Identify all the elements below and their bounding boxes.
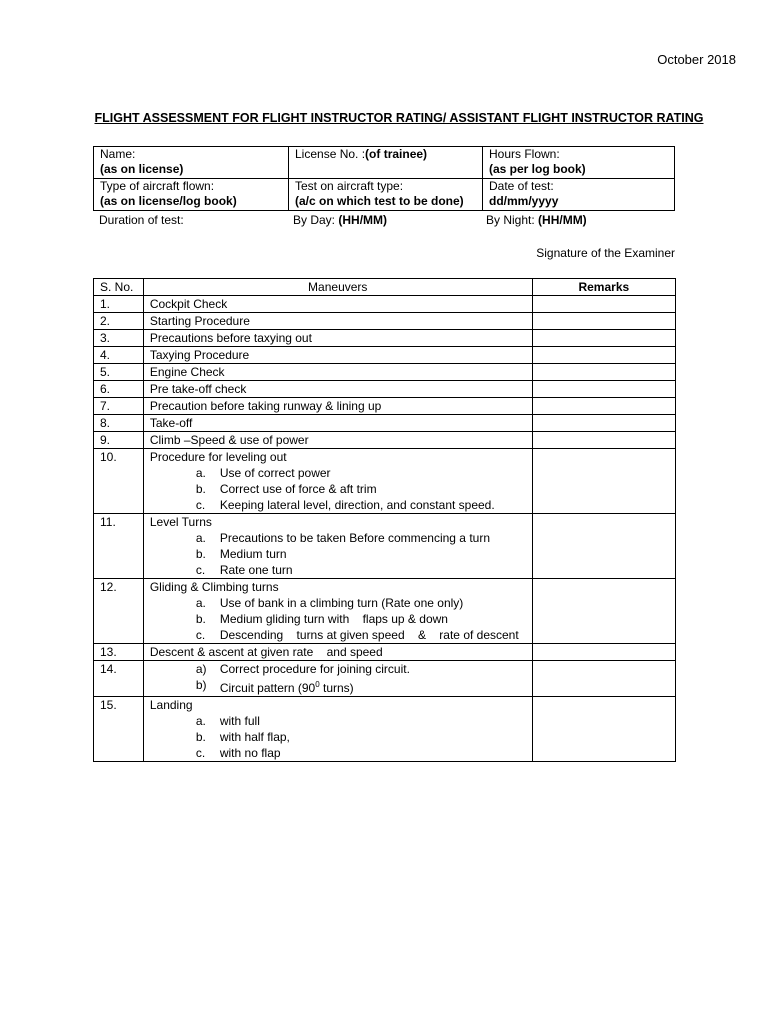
- maneuver-sub-item: [150, 627, 526, 643]
- remarks-cell[interactable]: [532, 579, 675, 644]
- row-number: 12.: [94, 579, 144, 644]
- sub-item-label: c.: [195, 563, 206, 577]
- row-number: 3.: [94, 330, 144, 347]
- sub-item-text-main: with half flap,: [219, 730, 290, 744]
- maneuver-sub-item: [150, 530, 526, 546]
- sub-item-label: b.: [195, 482, 206, 496]
- maneuver-title: Landing: [149, 698, 193, 712]
- remarks-cell[interactable]: [532, 330, 675, 347]
- sub-item-text-main: Medium gliding turn with flaps up & down: [219, 612, 448, 626]
- sub-item-text: [220, 745, 526, 761]
- remarks-cell[interactable]: [532, 347, 675, 364]
- duration-label: Duration of test:: [99, 213, 184, 227]
- row-number: 5.: [94, 364, 144, 381]
- maneuver-cell: [143, 347, 532, 364]
- maneuver-cell: [143, 514, 532, 579]
- maneuver-cell: [143, 661, 532, 697]
- row-number: 8.: [94, 415, 144, 432]
- hours-cell: [483, 147, 675, 179]
- maneuver-title: Level Turns: [149, 515, 212, 529]
- table-row: [94, 514, 676, 579]
- sub-item-text: [220, 562, 526, 578]
- sub-item-label: a.: [195, 596, 206, 610]
- license-cell: [289, 147, 483, 179]
- table-row: [94, 313, 676, 330]
- sub-item-text: [220, 530, 526, 546]
- sub-item-text: [220, 627, 526, 643]
- table-row: [94, 579, 676, 644]
- document-date: October 2018: [657, 52, 736, 67]
- remarks-cell[interactable]: [532, 398, 675, 415]
- sub-item-text-main: Use of correct power: [219, 466, 331, 480]
- test-type-label: Test on aircraft type:: [295, 179, 404, 193]
- maneuver-sub-item: [150, 745, 526, 761]
- table-row: [94, 364, 676, 381]
- maneuver-sub-item: [150, 465, 526, 481]
- sub-item-text: [220, 595, 526, 611]
- maneuver-sub-item: [150, 595, 526, 611]
- maneuver-sub-item: [150, 677, 526, 696]
- row-number: 4.: [94, 347, 144, 364]
- by-day-label: By Day:: [293, 213, 339, 227]
- table-row: [94, 415, 676, 432]
- remarks-cell[interactable]: [532, 697, 675, 762]
- sub-item-label: a.: [195, 714, 206, 728]
- sub-item-text-main: Circuit pattern (90: [219, 681, 316, 695]
- maneuver-title: Descent & ascent at given rate and speed: [149, 645, 383, 659]
- name-cell: [94, 147, 289, 179]
- by-night-format: (HH/MM): [538, 213, 587, 227]
- sub-item-text: [220, 661, 526, 677]
- table-row: [94, 697, 676, 762]
- sub-item-text-main: Use of bank in a climbing turn (Rate one only): [219, 596, 464, 610]
- maneuver-sub-item: [150, 546, 526, 562]
- maneuver-cell: [143, 579, 532, 644]
- name-label: Name:: [100, 147, 136, 161]
- row-number: 6.: [94, 381, 144, 398]
- sub-item-text: [220, 481, 526, 497]
- sno-header: S. No.: [94, 279, 144, 296]
- maneuver-title: Starting Procedure: [149, 314, 250, 328]
- sub-item-text: [220, 611, 526, 627]
- table-row: [94, 347, 676, 364]
- test-type-cell: [289, 179, 483, 211]
- table-row: [94, 449, 676, 514]
- maneuver-sub-item: [150, 729, 526, 745]
- remarks-cell[interactable]: [532, 449, 675, 514]
- remarks-cell[interactable]: [532, 364, 675, 381]
- maneuver-cell: [143, 381, 532, 398]
- row-number: 10.: [94, 449, 144, 514]
- hours-sub-label: (as per log book): [489, 162, 586, 176]
- aircraft-sub-label: (as on license/log book): [100, 194, 237, 208]
- sub-item-text-main: Medium turn: [219, 547, 287, 561]
- maneuver-cell: [143, 296, 532, 313]
- license-label: License No. :: [295, 147, 366, 161]
- sub-item-text-main: with no flap: [219, 746, 281, 760]
- remarks-header: Remarks: [532, 279, 675, 296]
- maneuver-title: Pre take-off check: [149, 382, 247, 396]
- table-row: [94, 398, 676, 415]
- maneuver-sub-item: [150, 562, 526, 578]
- test-date-label: Date of test:: [489, 179, 554, 193]
- maneuver-cell: [143, 415, 532, 432]
- sub-item-label: b.: [195, 730, 206, 744]
- sub-item-label: b): [195, 678, 207, 692]
- sub-item-text: [220, 729, 526, 745]
- sub-item-text: [220, 465, 526, 481]
- by-day-format: (HH/MM): [338, 213, 388, 227]
- row-number: 9.: [94, 432, 144, 449]
- maneuver-title: Precautions before taxying out: [149, 331, 312, 345]
- sub-item-label: c.: [195, 746, 206, 760]
- sub-item-text: [220, 497, 526, 513]
- maneuvers-table-body: [94, 296, 676, 762]
- sub-item-label: c.: [195, 498, 206, 512]
- maneuver-cell: [143, 449, 532, 514]
- degree-superscript: 0: [315, 680, 320, 689]
- sub-item-text-main: Correct procedure for joining circuit.: [219, 662, 410, 676]
- test-date-cell: [483, 179, 675, 211]
- by-day-field: [287, 213, 480, 228]
- row-number: 15.: [94, 697, 144, 762]
- table-row: [94, 330, 676, 347]
- row-number: 11.: [94, 514, 144, 579]
- maneuver-title: Cockpit Check: [149, 297, 228, 311]
- remarks-cell[interactable]: [532, 432, 675, 449]
- remarks-cell[interactable]: [532, 661, 675, 697]
- maneuver-title: Climb –Speed & use of power: [149, 433, 309, 447]
- maneuver-cell: [143, 644, 532, 661]
- duration-row: [93, 213, 675, 228]
- sub-item-text-suffix: turns): [319, 681, 354, 695]
- sub-item-label: a.: [195, 466, 206, 480]
- sub-item-text-main: Descending turns at given speed & rate of descent: [219, 628, 519, 642]
- maneuver-title: Procedure for leveling out: [149, 450, 287, 464]
- table-row: [94, 661, 676, 697]
- remarks-cell[interactable]: [532, 296, 675, 313]
- maneuvers-header: Maneuvers: [143, 279, 532, 296]
- maneuver-sub-item: [150, 497, 526, 513]
- table-row: [94, 381, 676, 398]
- aircraft-cell: [94, 179, 289, 211]
- maneuver-cell: [143, 313, 532, 330]
- table-row: [94, 432, 676, 449]
- hours-label: Hours Flown:: [489, 147, 560, 161]
- sub-item-text-main: Keeping lateral level, direction, and constant speed.: [219, 498, 495, 512]
- sub-item-text-main: with full: [219, 714, 260, 728]
- sub-item-text: [220, 677, 526, 696]
- table-header-row: [94, 279, 676, 296]
- remarks-cell[interactable]: [532, 415, 675, 432]
- remarks-cell[interactable]: [532, 514, 675, 579]
- maneuver-cell: [143, 330, 532, 347]
- maneuver-cell: [143, 432, 532, 449]
- remarks-cell[interactable]: [532, 313, 675, 330]
- row-number: 7.: [94, 398, 144, 415]
- remarks-cell[interactable]: [532, 381, 675, 398]
- table-row: [94, 644, 676, 661]
- license-sub-label: (of trainee): [365, 147, 428, 161]
- document-title: FLIGHT ASSESSMENT FOR FLIGHT INSTRUCTOR RATING/ ASSISTANT FLIGHT INSTRUCTOR RATING: [94, 111, 704, 125]
- row-number: 13.: [94, 644, 144, 661]
- test-type-sub-label: (a/c on which test to be done): [295, 194, 464, 208]
- sub-item-text-main: Rate one turn: [219, 563, 293, 577]
- row-number: 1.: [94, 296, 144, 313]
- maneuver-title: Gliding & Climbing turns: [149, 580, 279, 594]
- maneuver-title: Taxying Procedure: [149, 348, 250, 362]
- maneuver-cell: [143, 697, 532, 762]
- test-date-format: dd/mm/yyyy: [489, 194, 559, 208]
- row-number: 14.: [94, 661, 144, 697]
- table-row: [94, 296, 676, 313]
- maneuver-sub-item: [150, 481, 526, 497]
- maneuver-sub-item: [150, 713, 526, 729]
- maneuver-sub-item: [150, 611, 526, 627]
- sub-item-label: b.: [195, 612, 206, 626]
- row-number: 2.: [94, 313, 144, 330]
- trainee-info-table: [93, 146, 675, 211]
- maneuver-title: Precaution before taking runway & lining up: [149, 399, 382, 413]
- name-sub-label: (as on license): [100, 162, 184, 176]
- sub-item-label: a.: [195, 531, 206, 545]
- sub-item-label: b.: [195, 547, 206, 561]
- maneuver-cell: [143, 364, 532, 381]
- by-night-label: By Night:: [486, 213, 539, 227]
- aircraft-label: Type of aircraft flown:: [100, 179, 215, 193]
- sub-item-label: c.: [195, 628, 206, 642]
- maneuver-title: Take-off: [149, 416, 193, 430]
- examiner-signature-label: Signature of the Examiner: [536, 246, 675, 260]
- sub-item-text-main: Correct use of force & aft trim: [219, 482, 377, 496]
- maneuver-title: Engine Check: [149, 365, 225, 379]
- by-night-field: [480, 213, 593, 228]
- sub-item-text: [220, 546, 526, 562]
- maneuver-cell: [143, 398, 532, 415]
- sub-item-label: a): [195, 662, 207, 676]
- maneuver-sub-item: [150, 661, 526, 677]
- sub-item-text: [220, 713, 526, 729]
- sub-item-text-main: Precautions to be taken Before commencing a turn: [219, 531, 490, 545]
- remarks-cell[interactable]: [532, 644, 675, 661]
- maneuvers-table: [93, 278, 676, 762]
